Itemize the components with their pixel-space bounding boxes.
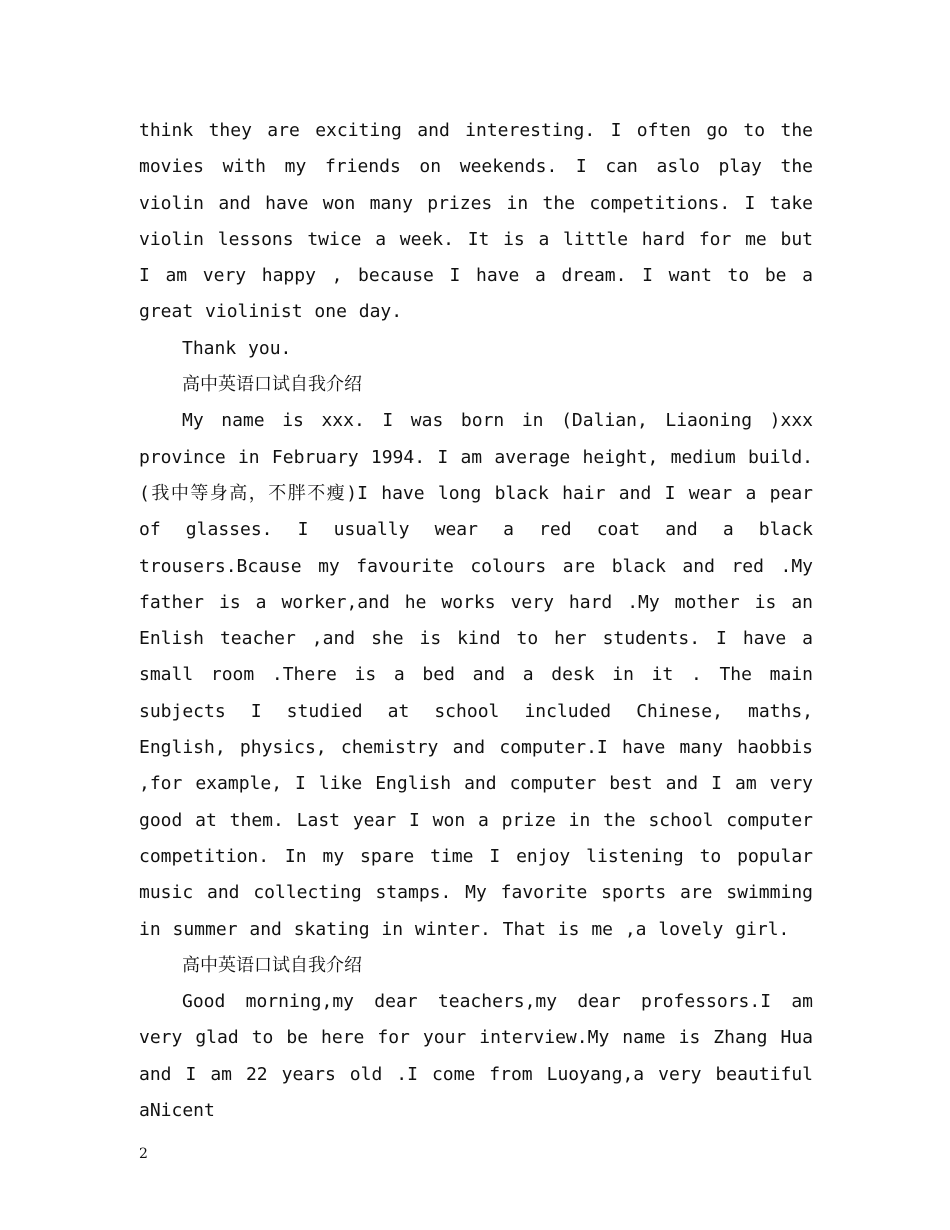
paragraph-self-introduction-2: Good morning,my dear teachers,my dear professors.I am very glad to be here for your interview.My name is Zhang Hua and I am 22 years old .I come from Luoyang,a very beautiful aNicent [139, 991, 813, 1122]
paragraph-thank-you: Thank you. [182, 337, 292, 359]
page-number: 2 [139, 1146, 148, 1162]
document-body [139, 113, 813, 1129]
section-heading-2: 高中英语口试自我介绍 [182, 954, 362, 976]
paragraph-self-introduction-1: My name is xxx. I was born in (Dalian, Liaoning )xxx province in February 1994. I am average height, medium build.(我中等身高，不胖不瘦)I have long black hair and I wear a pear of glasses. I usually wear a red coat and a black trousers.Bcause my favourite colours are black and red .My father is a worker,and he works very hard .My mother is an Enlish teacher ,and she is kind to her students. I have a small room .There is a bed and a desk in it . The main subjects I studied at school included Chinese, maths, English, physics, chemistry and computer.I have many haobbis ,for example, I like English and computer best and I am very good at them. Last year I won a prize in the school computer competition. In my spare time I enjoy listening to popular music and collecting stamps. My favorite sports are swimming in summer and skating in winter. That is me ,a lovely girl. [139, 410, 813, 940]
section-heading-1: 高中英语口试自我介绍 [182, 374, 362, 396]
paragraph-hobbies-continuation: think they are exciting and interesting. I often go to the movies with my friends on weekends. I can aslo play the violin and have won many prizes in the competitions. I take violin lessons twice a week. It is a little hard for me but I am very happy , because I have a dream. I want to be a great violinist one day. [139, 120, 813, 323]
